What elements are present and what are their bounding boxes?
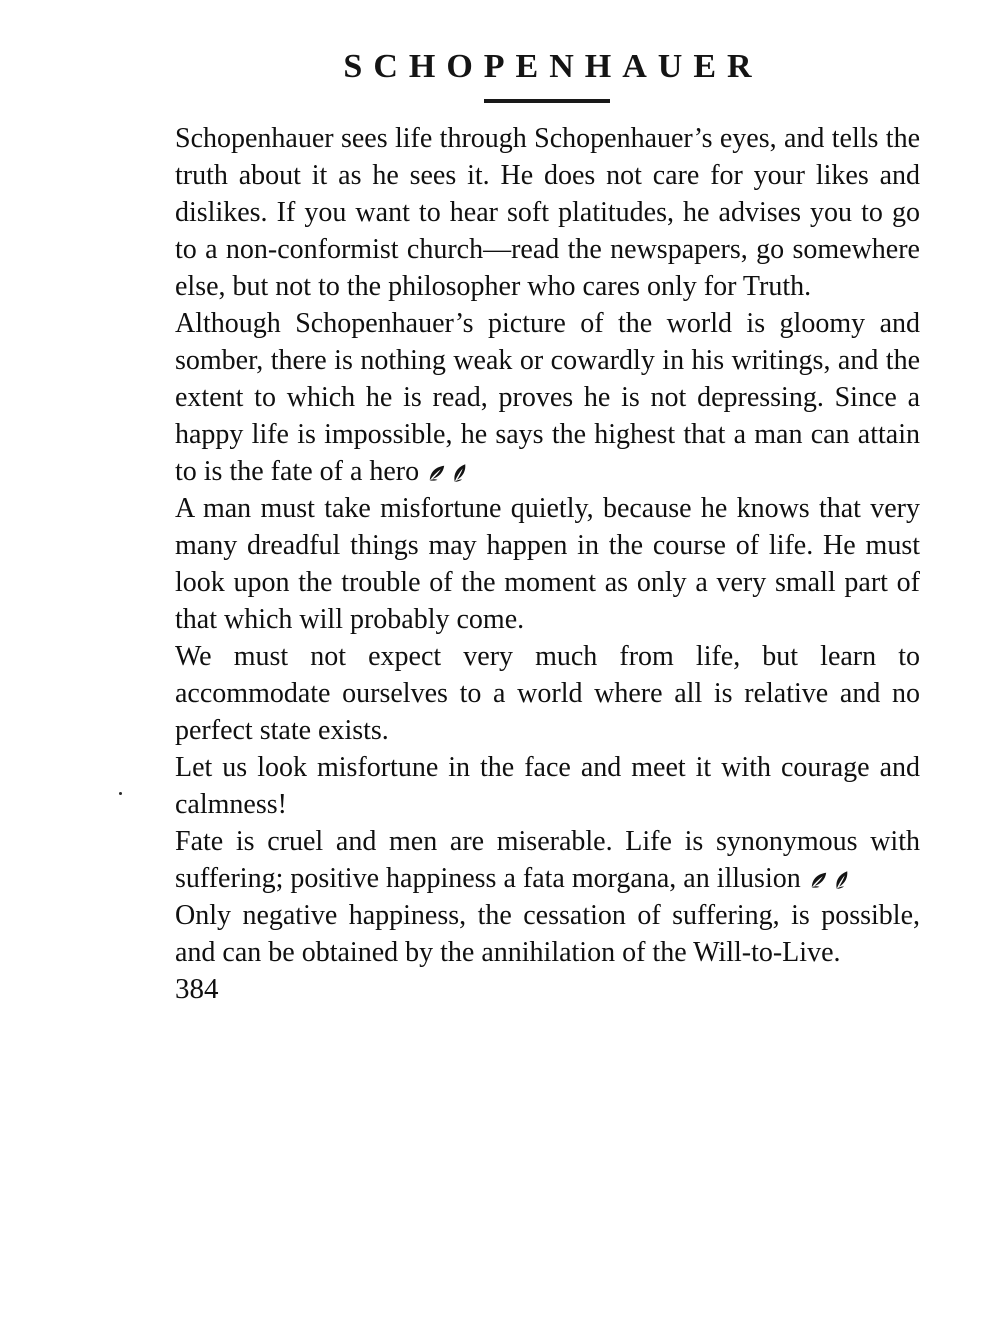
page-number: 384 <box>175 973 219 1005</box>
fleuron-icon <box>810 871 828 889</box>
paragraph-text: A man must take misfortune quietly, because he knows that very many dreadful things may happen in the course of life. He must look upon the trouble of the moment as only a very small part of that which will probably come. <box>175 493 920 635</box>
paragraph-text: Schopenhauer sees life through Schopenhauer’s eyes, and tells the truth about it as he sees it. He does not care for your likes and dislikes. If you want to hear soft platitudes, he advises you to go to a non-conformist church—read the newspapers, go somewhere else, but not to the philosopher who cares only for Truth. <box>175 123 920 302</box>
paragraph <box>175 749 920 823</box>
paragraph <box>175 490 920 638</box>
scan-speck-artifact <box>119 792 122 795</box>
paragraph <box>175 305 920 490</box>
paragraph-text: Although Schopenhauer’s picture of the world is gloomy and somber, there is nothing weak or cowardly in his writings, and the extent to which he is read, proves he is not depressing. Since a happy life is impossible, he says the highest that a man can attain to is the fate of a hero <box>175 308 920 487</box>
paragraph <box>175 638 920 749</box>
body-text <box>175 120 920 1008</box>
fleuron-icon <box>831 869 853 891</box>
paragraph-text: Let us look misfortune in the face and meet it with courage and calmness! <box>175 752 920 820</box>
paragraph-text: We must not expect very much from life, but learn to accommodate ourselves to a world where all is relative and no perfect state exists. <box>175 641 920 746</box>
paragraph-text: Only negative happiness, the cessation of suffering, is possible, and can be obtained by the annihilation of the Will-to-Live. <box>175 900 920 968</box>
fleuron-icon <box>449 462 471 484</box>
paragraph <box>175 823 920 897</box>
fleuron-icon <box>428 464 446 482</box>
page-title: SCHOPENHAUER <box>343 48 763 85</box>
paragraph-text: Fate is cruel and men are miserable. Life is synonymous with suffering; positive happiness a fata morgana, an illusion <box>175 826 920 894</box>
title-rule-divider <box>484 99 610 103</box>
paragraph <box>175 897 920 971</box>
paragraph <box>175 120 920 305</box>
